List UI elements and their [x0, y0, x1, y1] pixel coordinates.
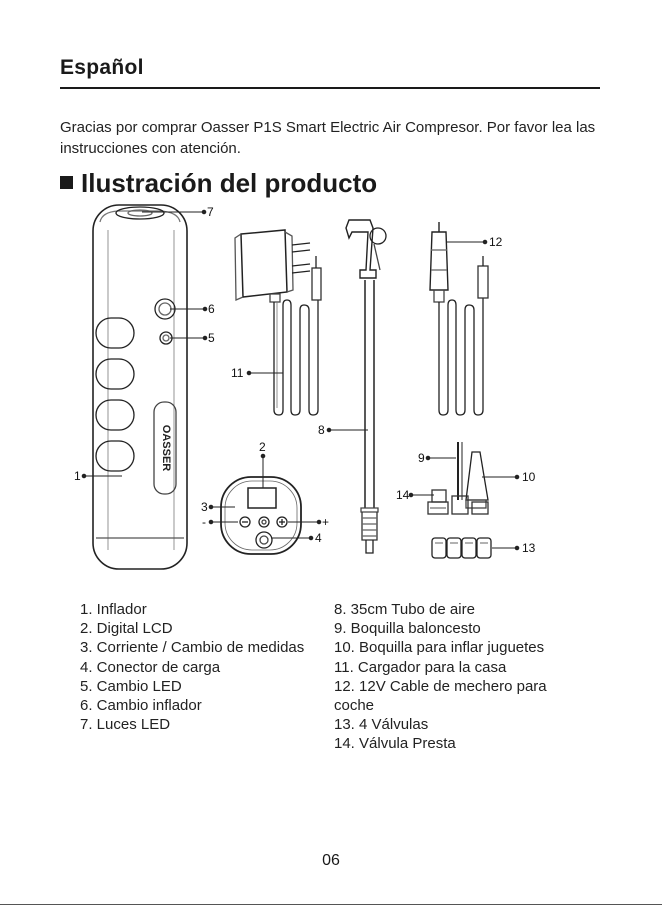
list-item: 4. Conector de carga	[80, 658, 221, 676]
callout-12: 12	[489, 235, 503, 249]
callout-5: 5	[208, 331, 215, 345]
control-panel-drawing	[221, 477, 301, 554]
wall-charger-drawing	[235, 230, 321, 415]
parts-list-right	[334, 600, 584, 754]
list-item: 14. Válvula Presta	[334, 735, 456, 753]
callout-7: 7	[207, 205, 214, 219]
callout-4: 4	[315, 531, 322, 545]
list-item: 10. Boquilla para inflar juguetes	[334, 639, 545, 657]
list-item: 6. Cambio inflador	[80, 697, 202, 715]
accessories-drawing	[428, 442, 491, 558]
parts-list-left	[80, 600, 325, 734]
callout-minus: -	[202, 515, 206, 529]
callout-2: 2	[259, 440, 266, 454]
list-item: 3. Corriente / Cambio de medidas	[80, 639, 305, 657]
callout-11: 11	[231, 366, 244, 380]
callout-3: 3	[201, 500, 208, 514]
list-item: 7. Luces LED	[80, 716, 171, 734]
footer-rule	[0, 904, 662, 905]
callout-plus: +	[322, 515, 330, 529]
car-cable-drawing	[430, 222, 488, 415]
callout-10: 10	[522, 470, 536, 484]
callout-14: 14	[396, 488, 410, 502]
callout-1: 1	[74, 469, 81, 483]
callout-6: 6	[208, 302, 215, 316]
list-item: 13. 4 Válvulas	[334, 716, 429, 734]
intro-text: Gracias por comprar Oasser P1S Smart Electric Air Compresor. Por favor lea las instrucciones con atención.	[60, 119, 596, 157]
callout-13: 13	[522, 541, 536, 555]
list-item: 9. Boquilla baloncesto	[334, 620, 481, 638]
language-heading: Español	[60, 56, 144, 79]
list-item: 1. Inflador	[80, 601, 147, 618]
callout-9: 9	[418, 451, 425, 465]
inflator-drawing	[93, 205, 187, 569]
air-tube-drawing	[346, 220, 386, 553]
callout-8: 8	[318, 423, 325, 437]
list-item: 5. Cambio LED	[80, 677, 182, 695]
brand-logo-text: OASSER	[160, 424, 172, 472]
page-number: 06	[322, 852, 340, 869]
list-item: 8. 35cm Tubo de aire	[334, 601, 475, 618]
list-item: 12. 12V Cable de mechero para coche	[334, 677, 547, 715]
section-title: Ilustración del producto	[81, 168, 378, 198]
list-item: 11. Cargador para la casa	[334, 658, 507, 676]
list-item: 2. Digital LCD	[80, 620, 173, 638]
